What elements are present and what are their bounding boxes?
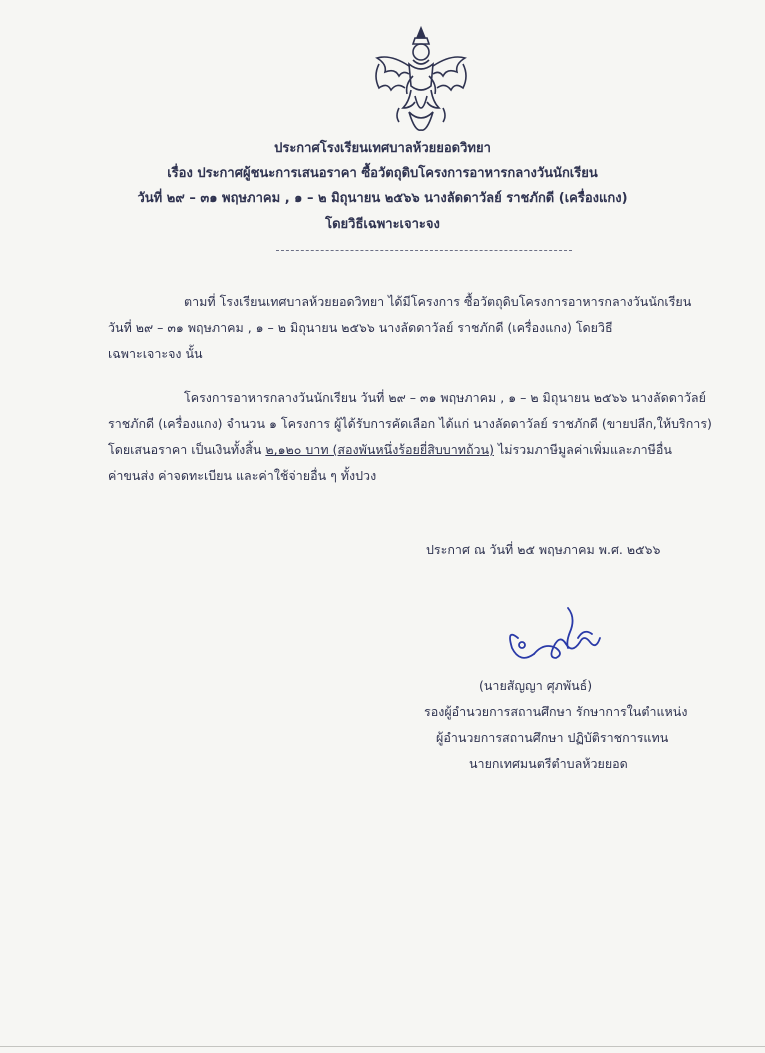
paragraph1-line1: ตามที่ โรงเรียนเทศบาลห้วยยอดวิทยา ได้มีโครงการ ซื้อวัตถุดิบโครงการอาหารกลางวันนักเรียน	[184, 294, 692, 309]
header-date-vendor: วันที่ ๒๙ – ๓๑ พฤษภาคม , ๑ – ๒ มิถุนายน ๒๕๖๖ นางลัดดาวัลย์ ราชภักดี (เครื่องแกง)	[137, 191, 628, 206]
header-divider	[276, 250, 572, 251]
price-intro: โดยเสนอราคา เป็นเงินทั้งสิ้น	[108, 442, 266, 457]
paragraph1-line2: วันที่ ๒๙ – ๓๑ พฤษภาคม , ๑ – ๒ มิถุนายน ๒๕๖๖ นางลัดดาวัลย์ ราชภักดี (เครื่องแกง) โดยวิธี	[108, 320, 613, 335]
paragraph2-line3	[108, 442, 672, 458]
paragraph2-line1: โครงการอาหารกลางวันนักเรียน วันที่ ๒๙ – ๓๑ พฤษภาคม , ๑ – ๒ มิถุนายน ๒๕๖๖ นางลัดดาวัลย์	[184, 390, 706, 405]
signer-name: (นายสัญญา ศุภพันธ์)	[479, 678, 593, 693]
garuda-emblem-icon	[369, 24, 473, 134]
header-title: ประกาศโรงเรียนเทศบาลห้วยยอดวิทยา	[274, 141, 491, 156]
signer-title-3: นายกเทศมนตรีตำบลห้วยยอด	[469, 756, 628, 771]
paragraph2-line4: ค่าขนส่ง ค่าจดทะเบียน และค่าใช้จ่ายอื่น ๆ ทั้งปวง	[108, 468, 377, 483]
price-tax-note: ไม่รวมภาษีมูลค่าเพิ่มและภาษีอื่น	[493, 442, 672, 457]
signer-title-1: รองผู้อำนวยการสถานศึกษา รักษาการในตำแหน่ง	[424, 704, 688, 719]
paragraph1-line3: เฉพาะเจาะจง นั้น	[108, 346, 203, 361]
signer-title-2: ผู้อำนวยการสถานศึกษา ปฏิบัติราชการแทน	[436, 730, 669, 745]
header-subject: เรื่อง ประกาศผู้ชนะการเสนอราคา ซื้อวัตถุดิบโครงการอาหารกลางวันนักเรียน	[167, 166, 598, 181]
scan-edge	[0, 1046, 765, 1047]
announce-date: ประกาศ ณ วันที่ ๒๕ พฤษภาคม พ.ศ. ๒๕๖๖	[426, 542, 661, 557]
paragraph2-line2: ราชภักดี (เครื่องแกง) จำนวน ๑ โครงการ ผู้ได้รับการคัดเลือก ได้แก่ นางลัดดาวัลย์ ราชภักดี (ขายปลีก,ให้บริการ)	[108, 416, 712, 431]
header-method: โดยวิธีเฉพาะเจาะจง	[325, 217, 440, 232]
price-amount: ๒,๑๒๐ บาท (สองพันหนึ่งร้อยยี่สิบบาทถ้วน)	[265, 442, 494, 457]
signature-image	[496, 598, 604, 668]
